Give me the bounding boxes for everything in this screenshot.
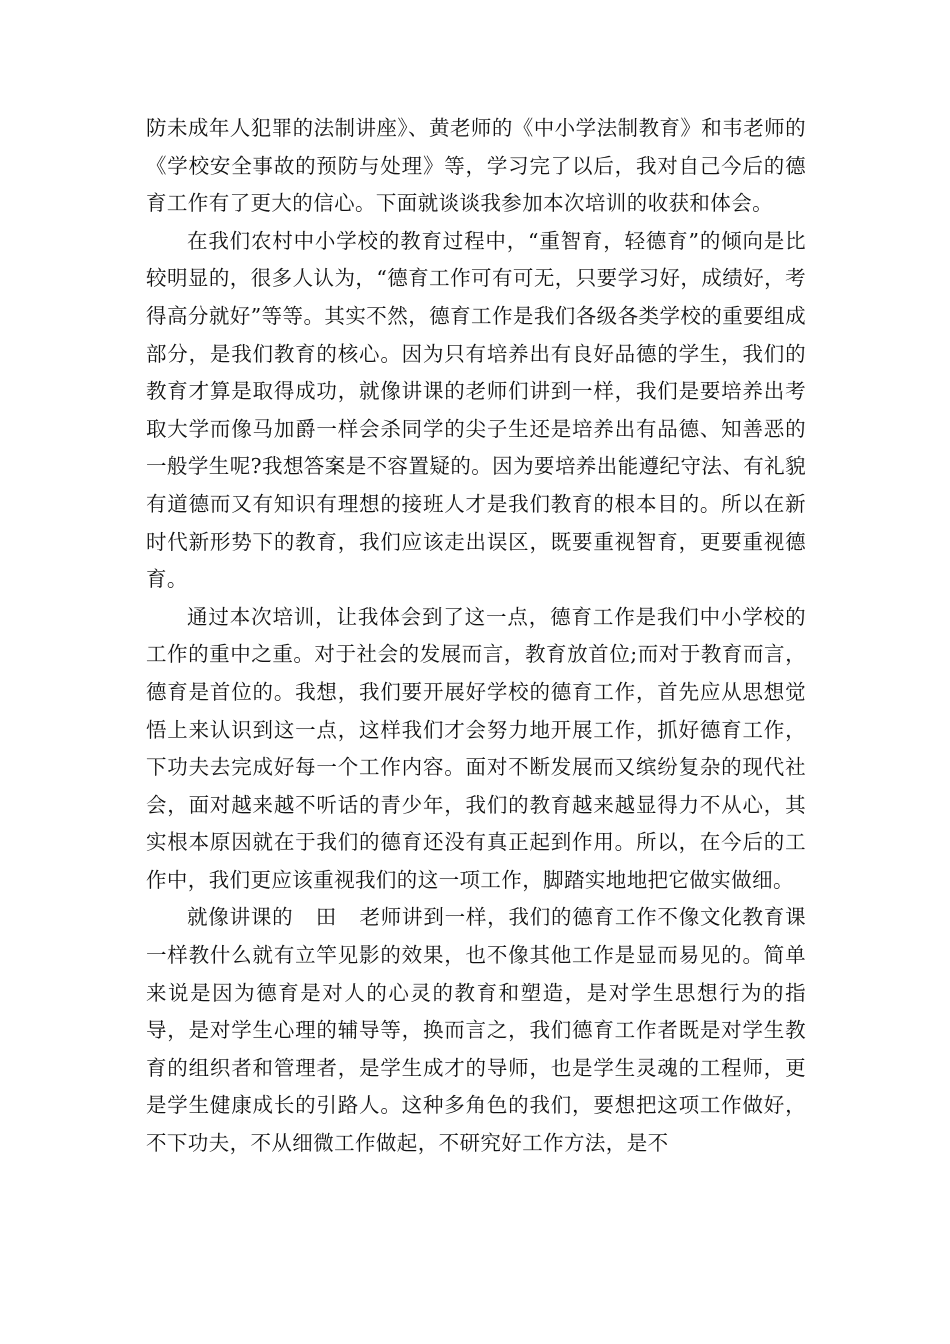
paragraph-moral-education-priority: 在我们农村中小学校的教育过程中，“重智育，轻德育”的倾向是比较明显的，很多人认为，“德育工作可有可无，只要学习好，成绩好，考得高分就好”等等。其实不然，德育工作是我们各级各类学校的重要组成部分，是我们教育的核心。因为只有培养出有良好品德的学生，我们的教育才算是取得成功，就像讲课的老师们讲到一样，我们是要培养出考取大学而像马加爵一样会杀同学的尖子生还是培养出有品德、知善恶的一般学生呢?我想答案是不容置疑的。因为要培养出能遵纪守法、有礼貌有道德而又有知识有理想的接班人才是我们教育的根本目的。所以在新时代新形势下的教育，我们应该走出误区，既要重视智育，更要重视德育。	[146, 228, 806, 592]
paragraph-4-part-3: 老师讲到一样，我们的德育工作不像文化教育课一样教什么就有立竿见影的效果，也不像其他工作是显而易见的。简单来说是因为德育是对人的心灵的教育和塑造，是对学生思想行为的指导，是对学生心理的辅导等，换而言之，我们德育工作者既是对学生教育的组织者和管理者，是学生成才的导师，也是学生灵魂的工程师，更是学生健康成长的引路人。这种多角色的我们，要想把这项工作做好，不下功夫，不从细微工作做起，不研究好工作方法，是不	[146, 905, 807, 1156]
paragraph-continued: 防未成年人犯罪的法制讲座》、黄老师的《中小学法制教育》和韦老师的《学校安全事故的预防与处理》等，学习完了以后，我对自己今后的德育工作有了更大的信心。下面就谈谈我参加本次培训的收获和体会。	[146, 116, 806, 216]
paragraph-teacher-roles	[146, 899, 806, 1162]
paragraph-4-part-2: 田	[315, 905, 338, 930]
paragraph-4-part-1: 就像讲课的	[187, 905, 294, 930]
paragraph-training-insight: 通过本次培训，让我体会到了这一点，德育工作是我们中小学校的工作的重中之重。对于社会的发展而言，教育放首位;而对于教育而言，德育是首位的。我想，我们要开展好学校的德育工作，首先应从思想觉悟上来认识到这一点，这样我们才会努力地开展工作，抓好德育工作，下功夫去完成好每一个工作内容。面对不断发展而又缤纷复杂的现代社会，面对越来越不听话的青少年，我们的教育越来越显得力不从心，其实根本原因就在于我们的德育还没有真正起到作用。所以，在今后的工作中，我们更应该重视我们的这一项工作，脚踏实地地把它做实做细。	[146, 604, 806, 892]
document-body	[146, 110, 806, 1163]
